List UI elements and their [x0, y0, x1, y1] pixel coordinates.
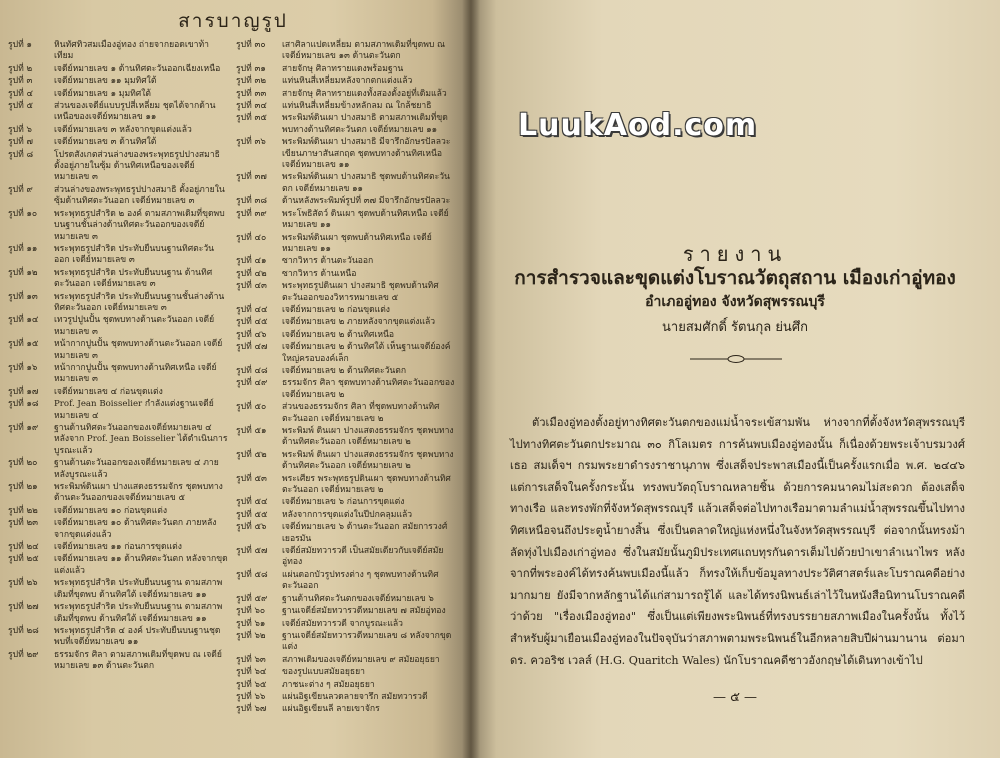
- figure-caption: พระพุทธรูปดินเผา ปางสมาธิ ชุดพบด้านทิศตะวันออกของวิหารหมายเลข ๕: [282, 281, 439, 303]
- figure-list-entry: [236, 402, 456, 425]
- figure-list-entry: [236, 89, 456, 100]
- figure-list-entry: [236, 474, 456, 497]
- figure-caption: เจดีย์หมายเลข ๔ ก่อนขุดแต่ง: [54, 386, 163, 397]
- figure-number: รูปที่ ๕๑: [236, 426, 267, 436]
- figure-number: รูปที่ ๕๐: [236, 402, 267, 413]
- figure-list-entry: [236, 342, 456, 365]
- figure-list-entry: [236, 378, 456, 401]
- figure-caption: ส่วนของเจดีย์แบบรูปสี่เหลี่ยม ชุดได้จากด้านเหนือของเจดีย์หมายเลข ๑๑: [54, 101, 216, 123]
- figure-list-entry: [236, 692, 456, 703]
- figure-number: รูปที่ ๕๓: [236, 473, 267, 484]
- figure-list-entry: [8, 268, 228, 291]
- figure-number: รูปที่ ๖๐: [236, 606, 266, 617]
- watermark: LuukAod.com: [518, 108, 758, 143]
- figure-caption: ส่วนล่างของพระพุทธรูปปางสมาธิ ตั้งอยู่ภายในซุ้มด้านทิศตะวันออก เจดีย์หมายเลข ๓: [54, 184, 225, 207]
- figure-caption: แท่นหินสี่เหลี่ยมข้างหลักลม ณ ใกล้ชยาธิ: [282, 101, 432, 112]
- figure-number: รูปที่ ๔๗: [236, 342, 268, 353]
- figure-list-entry: [8, 185, 228, 208]
- figure-caption: แผ่นดอกบัวรูปทรงต่าง ๆ ชุดพบทางด้านทิศตะวันออก: [282, 569, 439, 592]
- figure-list-entry: [8, 125, 228, 136]
- figure-list-entry: [236, 667, 456, 678]
- figure-caption: เจดีย์สมัยทวารวดี จากบูรณะแล้ว: [282, 618, 403, 629]
- figure-list-entry: [236, 655, 456, 666]
- figure-list-entry: [8, 209, 228, 243]
- figure-caption: เสาศิลาแปดเหลี่ยม ตามสภาพเดิมที่ขุดพบ ณ เจดีย์หมายเลข ๑๓ ด้านตะวันตก: [282, 40, 446, 62]
- figure-caption: แท่นหินสี่เหลี่ยมหลังจากตกแต่งแล้ว: [282, 76, 413, 87]
- figure-caption: เจดีย์หมายเลข ๑๑ ด้านทิศตะวันตก หลังจากขุดแต่งแล้ว: [54, 554, 228, 576]
- figure-caption: ฐานด้านทิศตะวันออกของเจดีย์หมายเลข ๔ หลังจาก Prof. Jean Boisselier ได้ดำเนินการบูรณะแล้ว: [54, 423, 228, 456]
- figure-number: รูปที่ ๒๙: [8, 649, 39, 660]
- figure-number: รูปที่ ๔๕: [236, 317, 268, 328]
- figure-list-entry: [8, 506, 228, 517]
- figure-number: รูปที่ ๕๔: [236, 497, 268, 508]
- figure-list-entry: [236, 366, 456, 377]
- figure-number: รูปที่ ๒๖: [8, 578, 38, 589]
- figure-caption: เจดีย์หมายเลข ๑๑ มุมทิศใต้: [54, 76, 157, 87]
- figure-number: รูปที่ ๑๓: [8, 291, 38, 302]
- figure-caption: พระพิมพ์ดินเผา ปางสมาธิ มีจารึกอักษรปัลลวะเขียนภาษาสันสกฤต ชุดพบทางด้านทิศเหนือ เจดีย์หมายเลข ๑๑: [282, 137, 451, 171]
- figure-number: รูปที่ ๖๗: [236, 704, 267, 715]
- figure-caption: เจดีย์หมายเลข ๒ ก่อนขุดแต่ง: [282, 304, 390, 315]
- figure-caption: ซากวิหาร ด้านตะวันออก: [282, 256, 374, 267]
- figure-list-entry: [8, 40, 228, 63]
- figure-number: รูปที่ ๓๓: [236, 88, 267, 99]
- figure-number: รูปที่ ๑๙: [8, 423, 39, 433]
- figure-caption: พระพุทธรูปสำริด ๒ องค์ ตามสภาพเดิมที่ขุดพบ บนฐานชั้นล่างด้านทิศตะวันออกของเจดีย์หมายเลข ๓: [54, 208, 225, 242]
- figure-number: รูปที่ ๖๖: [236, 691, 266, 702]
- figure-list-entry: [236, 619, 456, 630]
- figure-caption: เจดีย์หมายเลข ๒ ด้านทิศใต้ เห็นฐานเจดีย์องค์ใหญ่ครอบองค์เล็ก: [282, 342, 451, 364]
- figure-caption: สภาพเดิมของเจดีย์หมายเลข ๙ สมัยอยุธยา: [282, 654, 440, 665]
- figure-caption: เจดีย์สมัยทวารวดี เป็นสมัยเดียวกับเจดีย์สมัยอู่ทอง: [282, 546, 444, 568]
- figure-caption: เจดีย์หมายเลข ๑ ด้านทิศตะวันออกเฉียงเหนือ: [54, 63, 221, 74]
- figure-number: รูปที่ ๓๒: [236, 76, 267, 87]
- figure-list-entry: [8, 554, 228, 577]
- figure-list-entry: [236, 305, 456, 316]
- figure-list-entry: [8, 64, 228, 75]
- figure-caption: เจดีย์หมายเลข ๑ มุมทิศใต้: [54, 88, 152, 99]
- figure-list-entry: [236, 256, 456, 267]
- figure-list-entry: [236, 269, 456, 280]
- figure-list-entry: [236, 704, 456, 715]
- figure-number: รูปที่ ๕๙: [236, 593, 268, 604]
- figure-list-entry: [8, 482, 228, 505]
- figure-number: รูปที่ ๑๗: [8, 386, 39, 397]
- figure-caption: แผ่นอิฐเขียนลี ลายเขาจักร: [282, 704, 380, 715]
- figure-caption: ของรูปแบบสมัยอยุธยา: [282, 667, 366, 678]
- figure-number: รูปที่ ๕: [8, 101, 33, 112]
- figure-list-column-a: [8, 40, 228, 674]
- figure-number: รูปที่ ๑๑: [8, 243, 38, 254]
- left-page: [0, 0, 470, 758]
- figure-list-entry: [8, 626, 228, 649]
- figure-caption: ภาชนะต่าง ๆ สมัยอยุธยา: [282, 679, 375, 690]
- figure-number: รูปที่ ๔๖: [236, 329, 267, 340]
- figure-caption: พระพิมพ์ดินเผา ปางสมาธิ ตามสภาพเดิมที่ขุดพบทางด้านทิศตะวันตก เจดีย์หมายเลข ๑๑: [282, 113, 448, 135]
- figure-caption: โปรดสังเกตส่วนล่างของพระพุทธรูปปางสมาธิ ตั้งอยู่ภายในซุ้ม ด้านทิศเหนือของเจดีย์หมายเลข ๓: [54, 149, 220, 183]
- figure-caption: เจดีย์หมายเลข ๑๐ ก่อนขุดแต่ง: [54, 505, 168, 516]
- list-of-figures-title: สารบาญรูป: [178, 10, 288, 32]
- figure-list-entry: [236, 40, 456, 63]
- figure-number: รูปที่ ๓๙: [236, 208, 267, 219]
- figure-number: รูปที่ ๖: [8, 124, 32, 135]
- report-label: รายงาน: [682, 242, 788, 266]
- figure-number: รูปที่ ๓๐: [236, 40, 266, 50]
- figure-number: รูปที่ ๔๐: [236, 232, 267, 243]
- figure-caption: ฐานเจดีย์สมัยทวารวดีหมายเลข ๘ หลังจากขุดแต่ง: [282, 630, 452, 653]
- figure-caption: หินทัศทิวสมเมืองอู่ทอง ถ่ายจากยอดเขาท้าเทียม: [54, 40, 209, 62]
- figure-list-entry: [8, 89, 228, 100]
- figure-list: [8, 40, 458, 758]
- figure-number: รูปที่ ๑๕: [8, 339, 39, 350]
- figure-number: รูปที่ ๓๗: [236, 172, 267, 183]
- figure-list-entry: [8, 650, 228, 673]
- figure-number: รูปที่ ๑๔: [8, 315, 39, 326]
- figure-list-entry: [8, 244, 228, 267]
- figure-number: รูปที่ ๕๗: [236, 546, 268, 557]
- figure-number: รูปที่ ๖๕: [236, 679, 267, 690]
- figure-number: รูปที่ ๒: [8, 63, 33, 74]
- figure-number: รูปที่ ๖๒: [236, 630, 266, 641]
- figure-number: รูปที่ ๑: [8, 40, 32, 50]
- report-title: การสำรวจและขุดแต่งโบราณวัตถุสถาน เมืองเก่าอู่ทอง: [514, 267, 956, 289]
- figure-list-entry: [236, 317, 456, 328]
- figure-list-entry: [236, 631, 456, 654]
- figure-list-entry: [8, 518, 228, 541]
- figure-list-entry: [8, 578, 228, 601]
- figure-caption: เจดีย์หมายเลข ๖ ด้านตะวันออก สมัยการวงศ์เยอรมัน: [282, 522, 448, 544]
- figure-number: รูปที่ ๒๐: [8, 458, 38, 469]
- figure-number: รูปที่ ๗: [8, 137, 33, 148]
- figure-caption: หน้ากากปูนปั้น ชุดพบทางด้านทิศเหนือ เจดีย์หมายเลข ๓: [54, 362, 217, 385]
- figure-list-entry: [8, 387, 228, 398]
- figure-list-entry: [236, 64, 456, 75]
- figure-list-entry: [8, 363, 228, 386]
- figure-number: รูปที่ ๓: [8, 76, 33, 87]
- figure-caption: พระพิมพ์ดินเผา ปางแสดงธรรมจักร ชุดพบทางด้านตะวันออกของเจดีย์หมายเลข ๕: [54, 482, 223, 504]
- figure-caption: ส่วนของธรรมจักร ศิลา ที่ชุดพบทางด้านทิศตะวันออก เจดีย์หมายเลข ๒: [282, 402, 440, 424]
- figure-number: รูปที่ ๖๑: [236, 618, 266, 629]
- figure-caption: พระพุทธรูปสำริด ๔ องค์ ประทับยืนบนฐานชุดพบที่เจดีย์หมายเลข ๑๑: [54, 625, 221, 648]
- figure-list-entry: [236, 172, 456, 195]
- figure-caption: เจดีย์หมายเลข ๓ หลังจากขุดแต่งแล้ว: [54, 124, 192, 135]
- figure-list-entry: [8, 137, 228, 148]
- figure-caption: พระพุทธรูปสำริด ประทับยืนบนฐาน ตามสภาพเดิมที่ขุดพบ ด้านทิศใต้ เจดีย์หมายเลข ๑๑: [54, 602, 223, 624]
- figure-number: รูปที่ ๑๒: [8, 267, 38, 278]
- figure-list-entry: [236, 606, 456, 617]
- figure-caption: สายจักษุ ศิลาทรายแดงทั้งสองตั้งอยู่ที่เดิมแล้ว: [282, 88, 447, 99]
- figure-caption: พระพิมพ์ดินเผา ชุดพบด้านทิศเหนือ เจดีย์หมายเลข ๑๑: [282, 232, 432, 254]
- report-author: นายสมศักดิ์ รัตนกุล ย่นศึก: [662, 320, 808, 335]
- figure-caption: เจดีย์หมายเลข ๓ ด้านทิศใต้: [54, 137, 157, 148]
- figure-number: รูปที่ ๕๘: [236, 569, 268, 580]
- figure-caption: ด้านหลังพระพิมพ์รูปที่ ๓๗ มีจารึกอักษรปัลลวะ: [282, 196, 451, 207]
- figure-number: รูปที่ ๔๓: [236, 281, 267, 292]
- figure-caption: พระพุทธรูปสำริด ประทับยืนบนฐาน ตามสภาพเดิมที่ขุดพบ ด้านทิศใต้ เจดีย์หมายเลข ๑๑: [54, 578, 223, 600]
- figure-list-entry: [236, 330, 456, 341]
- figure-caption: เจดีย์หมายเลข ๒ ภายหลังจากขุดแต่งแล้ว: [282, 317, 436, 328]
- figure-number: รูปที่ ๔๙: [236, 378, 268, 389]
- figure-number: รูปที่ ๖๔: [236, 667, 267, 678]
- figure-caption: เจดีย์หมายเลข ๒ ด้านทิศตะวันตก: [282, 365, 407, 376]
- figure-caption: เจดีย์หมายเลข ๒ ด้านทิศเหนือ: [282, 329, 395, 340]
- figure-caption: แผ่นอิฐเขียนลวดลายจารึก สมัยทวารวดี: [282, 691, 428, 702]
- figure-number: รูปที่ ๑๖: [8, 362, 38, 373]
- report-location: อำเภออู่ทอง จังหวัดสุพรรณบุรี: [645, 294, 825, 310]
- figure-list-entry: [236, 196, 456, 207]
- figure-number: รูปที่ ๔๘: [236, 365, 268, 376]
- right-page: [470, 0, 1000, 758]
- figure-list-entry: [236, 680, 456, 691]
- figure-list-entry: [8, 292, 228, 315]
- figure-number: รูปที่ ๕๕: [236, 509, 268, 520]
- figure-caption: ธรรมจักร ศิลา ชุดพบทางด้านทิศตะวันออกของเจดีย์หมายเลข ๒: [282, 378, 455, 400]
- figure-caption: พระพุทธรูปสำริด ประทับยืนบนฐานชั้นล่างด้านทิศตะวันออก เจดีย์หมายเลข ๓: [54, 291, 225, 313]
- figure-number: รูปที่ ๑๘: [8, 399, 39, 410]
- ornament-divider: [690, 354, 782, 364]
- figure-number: รูปที่ ๓๔: [236, 101, 267, 112]
- figure-list-entry: [236, 546, 456, 569]
- figure-list-entry: [236, 209, 456, 232]
- figure-list-entry: [8, 76, 228, 87]
- figure-number: รูปที่ ๓๖: [236, 137, 266, 148]
- figure-list-entry: [8, 101, 228, 124]
- figure-caption: เจดีย์หมายเลข ๖ ก่อนการขุดแต่ง: [282, 497, 405, 508]
- figure-list-entry: [236, 450, 456, 473]
- figure-list-entry: [236, 497, 456, 508]
- figure-list-entry: [8, 399, 228, 422]
- figure-caption: หลังจากการขุดแต่งในปีปกคลุมแล้ว: [282, 509, 413, 520]
- figure-list-entry: [236, 137, 456, 171]
- figure-list-entry: [236, 101, 456, 112]
- figure-number: รูปที่ ๒๗: [8, 602, 39, 613]
- figure-caption: ซากวิหาร ด้านเหนือ: [282, 268, 357, 279]
- figure-list-entry: [8, 150, 228, 184]
- figure-list-entry: [236, 426, 456, 449]
- figure-caption: พระพุทธรูปสำริด ประทับยืนบนฐานทิศตะวันออก เจดีย์หมายเลข ๓: [54, 243, 215, 266]
- figure-caption: ฐานด้านตะวันออกของเจดีย์หมายเลข ๔ ภายหลังบูรณะแล้ว: [54, 458, 219, 480]
- figure-number: รูปที่ ๒๕: [8, 554, 39, 565]
- report-body: [510, 412, 965, 671]
- figure-number: รูปที่ ๒๓: [8, 518, 39, 529]
- figure-number: รูปที่ ๔๔: [236, 304, 268, 315]
- figure-list-entry: [8, 542, 228, 553]
- figure-caption: พระพิมพ์ ดินเผา ปางแสดงธรรมจักร ชุดพบทางด้านทิศตะวันออก เจดีย์หมายเลข ๒: [282, 449, 454, 472]
- figure-list-entry: [236, 233, 456, 256]
- figure-list-entry: [236, 113, 456, 136]
- figure-number: รูปที่ ๔๑: [236, 256, 267, 267]
- figure-number: รูปที่ ๒๑: [8, 482, 38, 493]
- figure-caption: พระเศียร พระพุทธรูปดินเผา ชุดพบทางด้านทิศตะวันออก เจดีย์หมายเลข ๒: [282, 473, 451, 496]
- figure-number: รูปที่ ๓๕: [236, 113, 267, 124]
- figure-list-entry: [236, 510, 456, 521]
- figure-caption: เทวรูปปูนปั้น ชุดพบทางด้านตะวันออก เจดีย์หมายเลข ๓: [54, 315, 215, 337]
- figure-number: รูปที่ ๒๒: [8, 505, 38, 516]
- book-gutter: [462, 0, 480, 758]
- figure-caption: พระพิมพ์ ดินเผา ปางแสดงธรรมจักร ชุดพบทางด้านทิศตะวันออก เจดีย์หมายเลข ๒: [282, 426, 454, 448]
- figure-number: รูปที่ ๒๔: [8, 542, 39, 553]
- figure-number: รูปที่ ๔๒: [236, 268, 267, 279]
- figure-number: รูปที่ ๓๘: [236, 196, 267, 207]
- figure-number: รูปที่ ๓๑: [236, 63, 266, 74]
- figure-list-entry: [236, 76, 456, 87]
- figure-number: รูปที่ ๑๐: [8, 208, 38, 219]
- figure-number: รูปที่ ๙: [8, 184, 33, 195]
- figure-number: รูปที่ ๒๘: [8, 625, 39, 636]
- figure-caption: ฐานด้านทิศตะวันตกของเจดีย์หมายเลข ๖: [282, 593, 434, 604]
- figure-list-entry: [8, 602, 228, 625]
- figure-list-entry: [8, 423, 228, 457]
- figure-caption: เจดีย์หมายเลข ๑๐ ด้านทิศตะวันตก ภายหลังจากขุดแต่งแล้ว: [54, 518, 217, 540]
- figure-list-entry: [236, 570, 456, 593]
- figure-number: รูปที่ ๕๒: [236, 449, 267, 460]
- figure-caption: พระพิมพ์ดินเผา ปางสมาธิ ชุดพบด้านทิศตะวันตก เจดีย์หมายเลข ๑๑: [282, 172, 450, 194]
- figure-list-entry: [8, 458, 228, 481]
- figure-caption: หน้ากากปูนปั้น ชุดพบทางด้านตะวันออก เจดีย์หมายเลข ๓: [54, 339, 223, 361]
- figure-number: รูปที่ ๔: [8, 88, 33, 99]
- figure-number: รูปที่ ๕๖: [236, 522, 267, 533]
- figure-list-entry: [8, 315, 228, 338]
- page-number: — ๕ —: [712, 690, 758, 705]
- figure-caption: ธรรมจักร ศิลา ตามสภาพเดิมที่ขุดพบ ณ เจดีย์หมายเลข ๑๓ ด้านตะวันตก: [54, 649, 222, 672]
- figure-list-entry: [8, 339, 228, 362]
- figure-number: รูปที่ ๖๓: [236, 654, 266, 665]
- figure-caption: พระโพธิสัตว์ ดินเผา ชุดพบด้านทิศเหนือ เจดีย์หมายเลข ๑๑: [282, 208, 449, 231]
- figure-list-entry: [236, 522, 456, 545]
- figure-list-entry: [236, 281, 456, 304]
- figure-list-entry: [236, 594, 456, 605]
- report-paragraph: ตัวเมืองอู่ทองตั้งอยู่ทางทิศตะวันตกของแม่น้ำจระเข้สามพัน ห่างจากที่ตั้งจังหวัดสุพรรณบุรีไปทางทิศตะวันตกประมาณ ๓๐ กิโลเมตร การค้นพบเมืองอู่ทองนั้น ก็เนื่องด้วยพระเจ้าบรมวงศ์เธอ สมเด็จฯ กรมพระยาดำรงราชานุภาพ ซึ่งเสด็จประพาสเมืองนี้เป็นครั้งแรกเมื่อ พ.ศ. ๒๔๔๖ แต่การเสด็จในครั้งกระนั้น ทรงพบวัตถุโบราณหลายชิ้น ด้วยการคมนาคมไม่สะดวก ต้องเสด็จทางเรือ และทรงพักที่จังหวัดสุพรรณบุรี แล้วเสด็จต่อไปทางเรือมาตามลำแม่น้ำสุพรรณขึ้นไปทางทิศเหนือจนถึงประตูน้ำยางสิ้น ซึ่งเป็นตลาดใหญ่แห่งหนึ่งในจังหวัดสุพรรณบุรี ต่อจากนั้นทรงม้าลัดทุ่งไปเมืองเก่าอู่ทอง ซึ่งในสมัยนั้นภูมิประเทศแถบทุรกันดารเต็มไปด้วยป่าเขาลำเนาไพร หลังจากที่พระองค์ได้ทรงค้นพบเมืองนี้แล้ว ก็ทรงให้เก็บข้อมูลทางประวัติศาสตร์และโบราณคดีอย่างมากมาย ยังมีจากหลักฐานได้แก่สามารถรู้ได้ และได้ทรงนิพนธ์เล่าไว้ในหนังสือนิทานโบราณคดี ว่าด้วย "เรื่องเมืองอู่ทอง" ซึ่งเป็นแต่เพียงพระนิพนธ์ที่ทรงบรรยายสภาพเมืองในครั้งนั้น ทั้งไว้สำหรับผู้มาเยือนเมืองอู่ทองในปัจจุบันว่าสภาพตามพระนิพนธ์ในอีกหลายสิบปีผ่านมานาน ต่อมา ดร. ควอริช เวลส์ (H.G. Quaritch Wales) นักโบราณคดีชาวอังกฤษได้เดินทางเข้าไป: [510, 416, 965, 667]
- figure-number: รูปที่ ๘: [8, 149, 34, 160]
- figure-list-column-b: [236, 40, 456, 717]
- figure-caption: Prof. Jean Boisselier กำลังแต่งฐานเจดีย์หมายเลข ๔: [54, 399, 214, 421]
- figure-caption: พระพุทธรูปสำริด ประทับยืนบนฐาน ด้านทิศตะวันออก เจดีย์หมายเลข ๓: [54, 267, 213, 290]
- figure-caption: ฐานเจดีย์สมัยทวารวดีหมายเลข ๗ สมัยอู่ทอง: [282, 606, 446, 617]
- figure-caption: เจดีย์หมายเลข ๑๑ ก่อนการขุดแต่ง: [54, 542, 182, 553]
- figure-caption: สายจักษุ ศิลาทรายแดงพร้อมฐาน: [282, 63, 404, 74]
